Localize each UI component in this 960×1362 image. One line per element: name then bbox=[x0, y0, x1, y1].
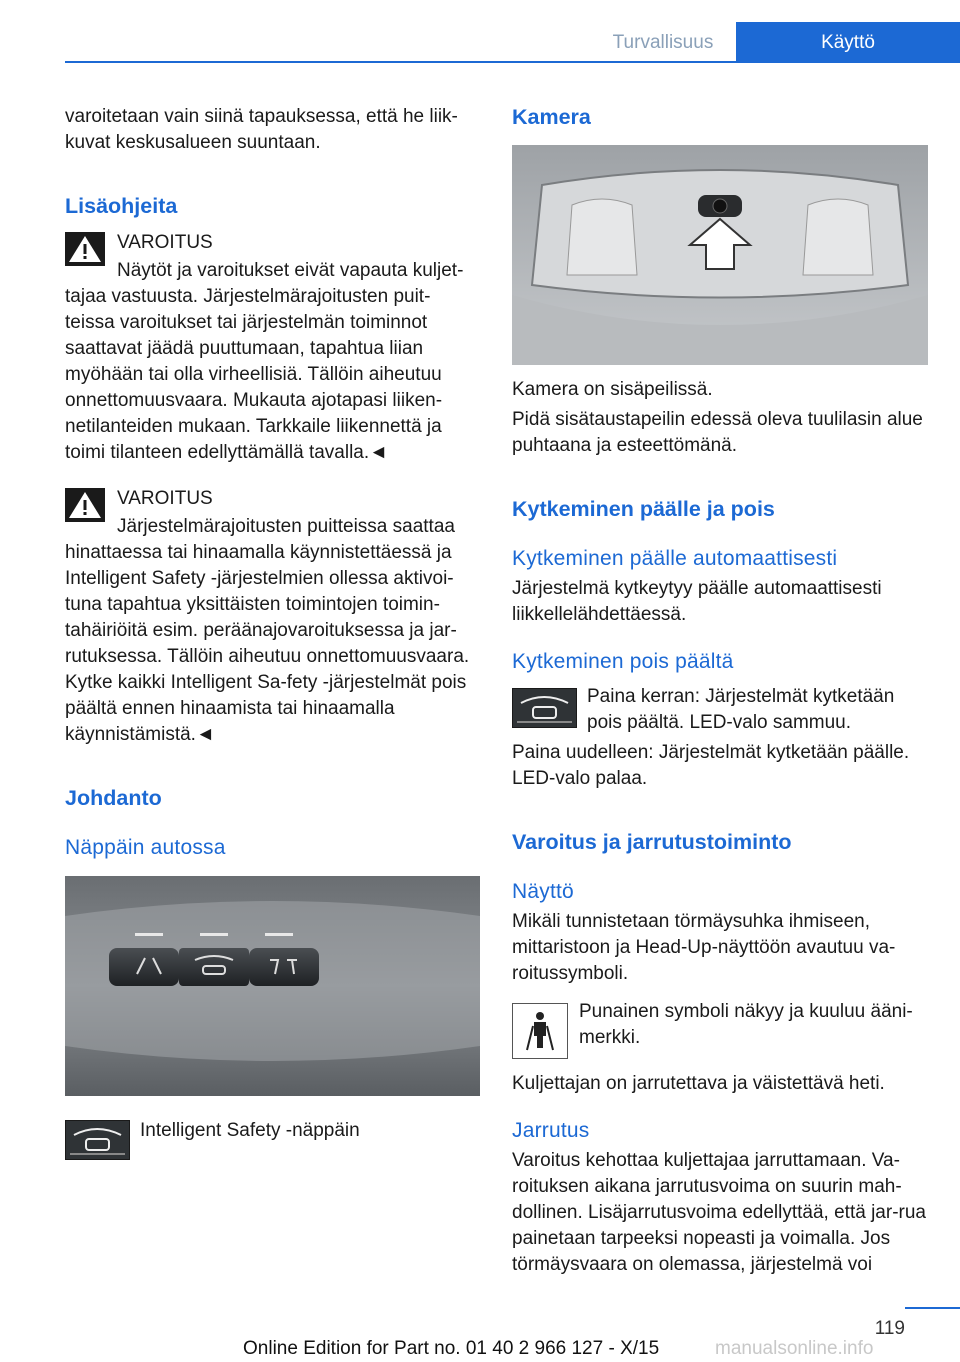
camera-image bbox=[512, 145, 928, 365]
tab-kaytto[interactable]: Käyttö bbox=[736, 22, 960, 61]
page-number: 119 bbox=[874, 1318, 905, 1339]
heading-naytto: Näyttö bbox=[512, 880, 574, 903]
online-edition-text: Online Edition for Part no. 01 40 2 966 127 - X/15 bbox=[243, 1338, 660, 1359]
heading-kamera: Kamera bbox=[512, 105, 591, 129]
heading-automaattisesti: Kytkeminen päälle automaattisesti bbox=[512, 547, 838, 570]
warning-1-line1: Näytöt ja varoitukset eivät vapauta kuljet- bbox=[117, 260, 464, 281]
intro-paragraph: varoitetaan vain siinä tapauksessa, että he liik-kuvat keskusalueen suuntaan. bbox=[65, 106, 458, 153]
safety-button-caption-row bbox=[65, 1116, 480, 1162]
warning-2-label: VAROITUS bbox=[117, 488, 213, 509]
heading-jarrutus: Jarrutus bbox=[512, 1119, 590, 1142]
heading-lisaohjeita: Lisäohjeita bbox=[65, 194, 178, 218]
tab-turvallisuus[interactable]: Turvallisuus bbox=[612, 32, 714, 53]
left-column bbox=[65, 100, 480, 1162]
footer-rule bbox=[905, 1307, 960, 1309]
pois-paalta-text: Paina kerran: Järjestelmät kytketään pois päältä. LED-valo sammuu. bbox=[587, 686, 895, 733]
kamera-text-2: Pidä sisätaustapeilin edessä oleva tuulilasin alue puhtaana ja esteettömänä. bbox=[512, 409, 923, 456]
naytto-text: Mikäli tunnistetaan törmäysuhka ihmiseen, mittaristoon ja Head-Up-näyttöön avautuu va-roitussymboli. bbox=[512, 911, 896, 984]
warning-2-line1: Järjestelmärajoitusten puitteissa saattaa bbox=[117, 516, 455, 537]
kamera-text-1: Kamera on sisäpeilissä. bbox=[512, 379, 713, 400]
heading-pois-paalta: Kytkeminen pois päältä bbox=[512, 650, 734, 673]
header-rule bbox=[65, 61, 960, 63]
punainen-symboli-text: Punainen symboli näkyy ja kuuluu ääni-merkki. bbox=[579, 1001, 913, 1048]
intelligent-safety-icon bbox=[512, 688, 577, 728]
uudelleen-text: Paina uudelleen: Järjestelmät kytketään päälle. LED-valo palaa. bbox=[512, 742, 910, 789]
heading-johdanto: Johdanto bbox=[65, 786, 162, 810]
heading-kytkeminen: Kytkeminen päälle ja pois bbox=[512, 497, 775, 521]
right-column bbox=[512, 100, 930, 1278]
warning-triangle-icon bbox=[65, 232, 105, 266]
heading-nappain-autossa: Näppäin autossa bbox=[65, 836, 226, 859]
jarrutus-text: Varoitus kehottaa kuljettajaa jarruttamaan. Va-roituksen aikana jarrutusvoima on suurin mah-dollinen. Lisäjarrutusvoima edellyttää, että jar-rua painetaan tarpeeksi nopeasti ja voimalla. Jos törmäysvaara on olemassa, järjestelmä voi bbox=[512, 1150, 926, 1275]
watermark-text: manualsonline.info bbox=[715, 1338, 874, 1359]
intelligent-safety-icon bbox=[65, 1120, 130, 1160]
warning-1-text: tajaa vastuusta. Järjestelmärajoitusten puit-teissa varoitukset tai järjestelmän toiminnot saattavat jäädä puuttumaan, tapahtua liian myöhään tai olla virheellisiä. Tällöin aiheutuu onnettomuusvaara. Mukauta ajotapasi liiken-netilanteiden mukaan. Tarkkaile liikennettä ja toimi tilanteen edellyttämällä tavalla.◄ bbox=[65, 286, 443, 463]
warning-block-2 bbox=[65, 486, 480, 748]
warning-1-label: VAROITUS bbox=[117, 232, 213, 253]
pois-paalta-row bbox=[512, 684, 930, 736]
button-panel-image bbox=[65, 876, 480, 1096]
pedestrian-warning-icon bbox=[512, 1003, 568, 1059]
kuljettajan-text: Kuljettajan on jarrutettava ja väistettävä heti. bbox=[512, 1073, 885, 1094]
automaattisesti-text: Järjestelmä kytkeytyy päälle automaattisesti liikkellelähdettäessä. bbox=[512, 578, 882, 625]
warning-block-1 bbox=[65, 230, 480, 466]
button-caption: Intelligent Safety -näppäin bbox=[140, 1120, 360, 1141]
pedestrian-symbol-row bbox=[512, 999, 930, 1059]
warning-triangle-icon bbox=[65, 488, 105, 522]
warning-2-text: hinattaessa tai hinaamalla käynnistettäessä ja Intelligent Safety -järjestelmien ollessa aktivoi-tuna tapahtua yksittäisten toimintojen toimin-tahäiriöitä esim. peräänajovaroituksessa ja jar-rutuksessa. Tällöin aiheutuu onnettomuusvaara. Kytke kaikki Intelligent Sa-fety -järjestelmät pois päältä ennen hinaamista tai hinaamalla käynnistämistä.◄ bbox=[65, 542, 470, 745]
heading-varoitus-jarrutus: Varoitus ja jarrutustoiminto bbox=[512, 830, 792, 854]
